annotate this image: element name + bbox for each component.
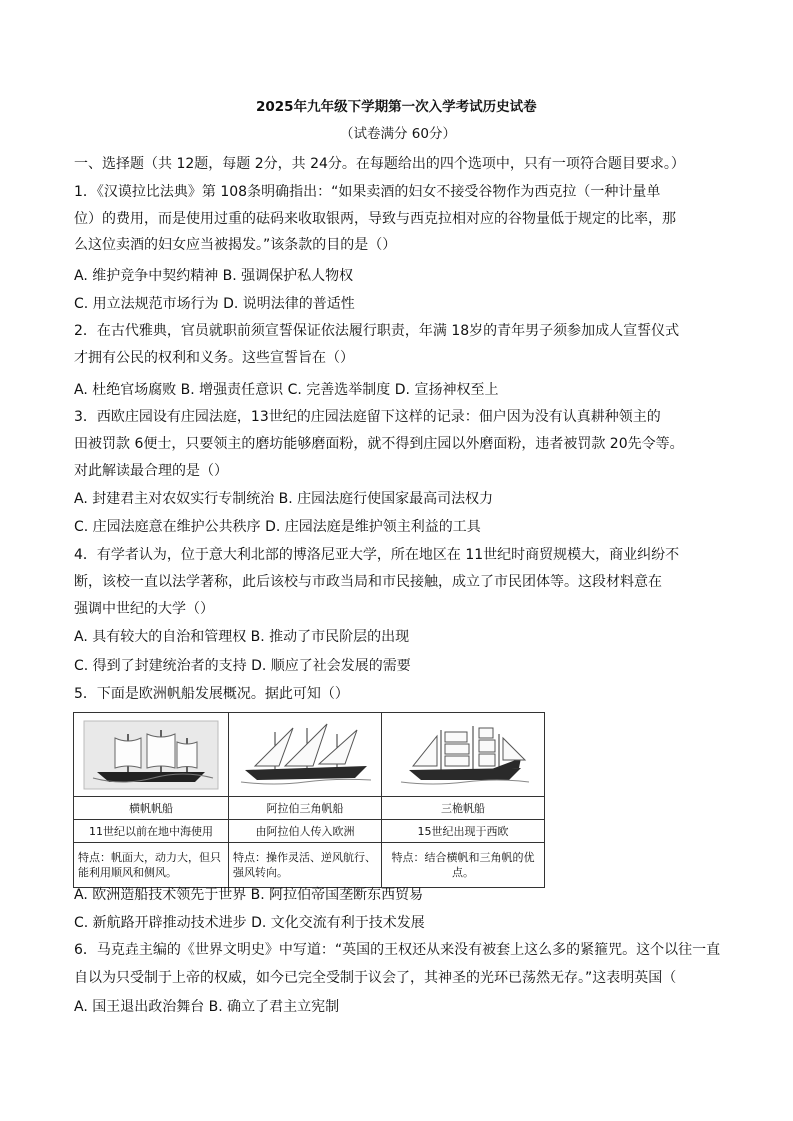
q2-option-line-1: A. 杜绝官场腐败 B. 增强责任意识 C. 完善选举制度 D. 宣扬神权至上	[74, 382, 499, 398]
ship-use-square: 11世纪以前在地中海使用	[74, 820, 229, 843]
q4-line-1: 4．有学者认为，位于意大利北部的博洛尼亚大学，所在地区在 11世纪时商贸规模大，商业纠纷不	[74, 547, 680, 563]
exam-subtitle: （试卷满分 60分）	[340, 126, 456, 142]
ship-feature-lateen: 特点：操作灵活、逆风航行、强风转向。	[229, 843, 382, 888]
ship-name-three-mast: 三桅帆船	[382, 797, 545, 820]
q1-line-1: 1．《汉谟拉比法典》第 108条明确指出：“如果卖酒的妇女不接受谷物作为西克拉（一种计量单	[74, 184, 661, 200]
ships-feature-row	[74, 843, 545, 888]
q1-option-line-1: A. 维护竞争中契约精神 B. 强调保护私人物权	[74, 268, 354, 284]
q5-option-line-2: C. 新航路开辟推动技术进步 D. 文化交流有利于技术发展	[74, 915, 425, 931]
ship-feature-three-mast: 特点：结合横帆和三角帆的优点。	[382, 843, 545, 888]
ship-image-cell-three-mast	[382, 713, 545, 797]
ship-image-cell-square	[74, 713, 229, 797]
ships-name-row	[74, 797, 545, 820]
q4-option-line-1: A. 具有较大的自治和管理权 B. 推动了市民阶层的出现	[74, 629, 410, 645]
q1-line-2: 位）的费用，而是使用过重的砝码来收取银两，导致与西克拉相对应的谷物量低于规定的比率，那	[74, 211, 676, 227]
exam-title: 2025年九年级下学期第一次入学考试历史试卷	[256, 99, 537, 115]
q6-line-1: 6．马克垚主编的《世界文明史》中写道：“英国的王权还从来没有被套上这么多的紧箍咒。这个以往一直	[74, 942, 721, 958]
q5-option-line-1: A. 欧洲造船技术领先于世界 B. 阿拉伯帝国垄断东西贸易	[74, 887, 424, 903]
q3-option-line-2: C. 庄园法庭意在维护公共秩序 D. 庄园法庭是维护领主利益的工具	[74, 519, 481, 535]
ship-use-three-mast: 15世纪出现于西欧	[382, 820, 545, 843]
q2-line-2: 才拥有公民的权利和义务。这些宣誓旨在（）	[74, 350, 354, 366]
square-sail-ship-image	[83, 720, 219, 790]
q1-line-3: 么这位卖酒的妇女应当被揭发。”该条款的目的是（）	[74, 237, 397, 253]
q3-line-1: 3．西欧庄园设有庄园法庭，13世纪的庄园法庭留下这样的记录：佃户因为没有认真耕种领主的	[74, 409, 661, 425]
ships-use-row	[74, 820, 545, 843]
q4-option-line-2: C. 得到了封建统治者的支持 D. 顺应了社会发展的需要	[74, 658, 411, 674]
section-heading: 一、选择题（共 12题，每题 2分，共 24分。在每题给出的四个选项中，只有一项符合题目要求。）	[74, 156, 685, 172]
q2-line-1: 2．在古代雅典，官员就职前须宣誓保证依法履行职责，年满 18岁的青年男子须参加成人宣誓仪式	[74, 323, 680, 339]
q3-option-line-1: A. 封建君主对农奴实行专制统治 B. 庄园法庭行使国家最高司法权力	[74, 491, 494, 507]
ship-feature-square: 特点：帆面大，动力大，但只能利用顺风和侧风。	[74, 843, 229, 888]
q6-line-2: 自以为只受制于上帝的权威，如今已完全受制于议会了，其神圣的光环已荡然无存。”这表明英国（	[74, 970, 677, 986]
ships-table	[73, 712, 545, 888]
ship-name-square: 横帆帆船	[74, 797, 229, 820]
ships-image-row	[74, 713, 545, 797]
q6-option-line-1: A. 国王退出政治舞台 B. 确立了君主立宪制	[74, 999, 340, 1015]
ship-image-cell-lateen	[229, 713, 382, 797]
three-mast-ship-image	[393, 720, 533, 790]
q3-line-2: 田被罚款 6便士，只要领主的磨坊能够磨面粉，就不得到庄园以外磨面粉，违者被罚款 20先令等。	[74, 436, 684, 452]
q4-line-2: 断，该校一直以法学著称，此后该校与市政当局和市民接触，成立了市民团体等。这段材料意在	[74, 574, 662, 590]
ship-name-lateen: 阿拉伯三角帆船	[229, 797, 382, 820]
q4-line-3: 强调中世纪的大学（）	[74, 601, 214, 617]
lateen-sail-ship-image	[235, 720, 375, 790]
q1-option-line-2: C. 用立法规范市场行为 D. 说明法律的普适性	[74, 296, 355, 312]
ship-use-lateen: 由阿拉伯人传入欧洲	[229, 820, 382, 843]
q5-line-1: 5．下面是欧洲帆船发展概况。据此可知（）	[74, 686, 349, 702]
q3-line-3: 对此解读最合理的是（）	[74, 463, 228, 479]
